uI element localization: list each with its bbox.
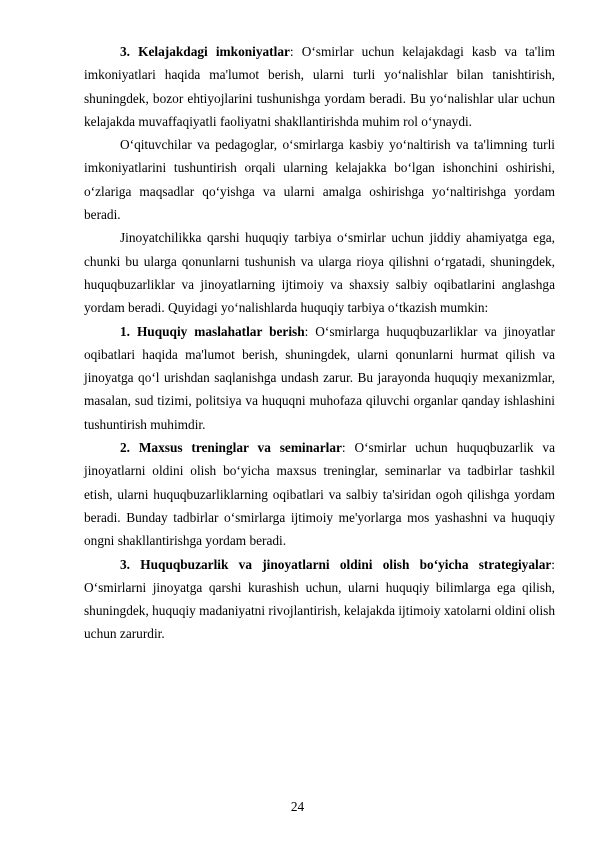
page-number: 24 (290, 799, 305, 814)
paragraph-text: Jinoyatchilikka qarshi huquqiy tarbiya o‘smirlar uchun jiddiy ahamiyatga ega, chunki bu ularga qonunlarni tushunish va ularga rioya qilishni o‘rgatadi, shuningdek, huquqbuzarliklar va jinoyatlarning ijtimoiy va shaxsiy salbiy oqibatlarini anglashga yordam beradi. Quyidagi yo‘nalishlarda huquqiy tarbiya o‘tkazish mumkin: (84, 230, 555, 316)
paragraph-text: : O‘smirlar uchun kelajakdagi kasb va ta'lim imkoniyatlari haqida ma'lumot berish, ularni turli yo‘nalishlar bilan tanishtirish, shuningdek, bozor ehtiyojlarini tushunishga yordam beradi. Bu yo‘nalishlar ular uchun kelajakda muvaffaqiyatli faoliyatni shakllantirishda muhim rol o‘ynaydi. (84, 44, 555, 129)
paragraph-heading: 2. Maxsus treninglar va seminarlar (120, 440, 342, 456)
paragraph-text: : O‘smirlarni jinoyatga qarshi kurashish uchun, ularni huquqiy bilimlarga ega qilish, shuningdek, huquqiy madaniyatni rivojlantirish, kelajakda ijtimoiy xatolarni oldini olish uchun zarurdir. (84, 556, 555, 642)
paragraph-teachers (84, 133, 555, 226)
page-body (84, 40, 555, 646)
paragraph-text: O‘qituvchilar va pedagoglar, o‘smirlarga kasbiy yo‘naltirish va ta'limning turli imkoniyatlarini tushuntirish orqali ularning kelajakka bo‘lgan ishonchini oshirishi, o‘zlariga maqsadlar qo‘yishga va ularni amalga oshirishga yo‘naltirishga yordam beradi. (84, 137, 555, 223)
paragraph-text: : O‘smirlar uchun huquqbuzarlik va jinoyatlarni oldini olish bo‘yicha maxsus treninglar, seminarlar va tadbirlar tashkil etish, ularni huquqbuzarliklarning oqibatlari va salbiy ta'siridan ogoh qilishga yordam beradi. Bunday tadbirlar o‘smirlarga ijtimoiy me'yorlarga mos yashashni va huquqiy ongni shakllantirishga yordam beradi. (84, 440, 555, 549)
paragraph-strategies (84, 553, 555, 646)
paragraph-future-opportunities (84, 40, 555, 133)
paragraph-legal-education (84, 226, 555, 319)
paragraph-heading: 3. Kelajakdagi imkoniyatlar (120, 44, 290, 59)
paragraph-text: : O‘smirlarga huquqbuzarliklar va jinoyatlar oqibatlari haqida ma'lumot berish, shuningdek, ularni qonunlarni hurmat qilish va jinoyatga qo‘l urishdan saqlanishga undash zarur. Bu jarayonda huquqiy mexanizmlar, masalan, sud tizimi, politsiya va huquqni muhofaza qiluvchi organlar qanday ishlashini tushuntirish muhimdir. (84, 323, 555, 432)
paragraph-heading: 1. Huquqiy maslahatlar berish (120, 323, 305, 339)
paragraph-heading: 3. Huquqbuzarlik va jinoyatlarni oldini olish bo‘yicha strategiyalar (120, 556, 552, 572)
paragraph-trainings (84, 436, 555, 552)
paragraph-legal-advice (84, 320, 555, 436)
